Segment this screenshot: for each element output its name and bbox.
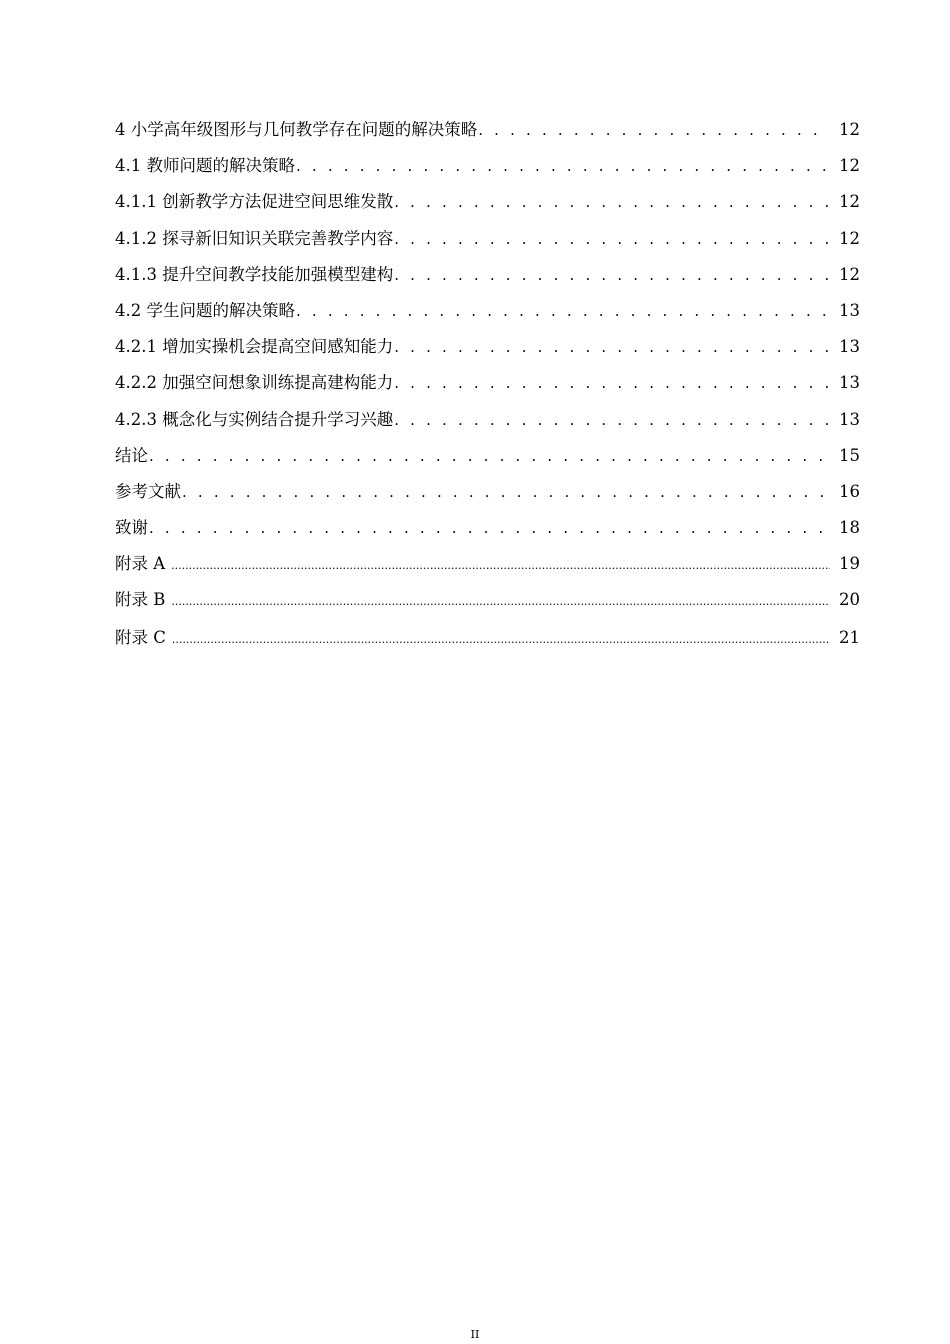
toc-entry-page: 16	[839, 481, 860, 501]
toc-entry-page: 13	[839, 373, 860, 393]
toc-entry-page: 19	[839, 554, 860, 574]
toc-dot-leader	[394, 227, 828, 251]
toc-entry-title: 结论	[115, 445, 148, 465]
toc-entry[interactable]	[115, 335, 860, 371]
toc-dot-leader	[171, 554, 830, 578]
footer-page-number: II	[470, 1328, 480, 1341]
toc-dot-leader	[149, 516, 828, 540]
toc-entry-title: 参考文献	[115, 481, 181, 501]
toc-entry[interactable]	[115, 552, 860, 588]
toc-dot-leader	[478, 118, 828, 142]
toc-dot-leader	[182, 480, 828, 504]
toc-entry-page: 18	[839, 518, 860, 538]
toc-entry[interactable]	[115, 299, 860, 335]
toc-entry[interactable]	[115, 263, 860, 299]
toc-dot-leader	[394, 335, 828, 359]
toc-entry-title: 4.2.3 概念化与实例结合提升学习兴趣	[115, 409, 394, 429]
toc-entry[interactable]	[115, 480, 860, 516]
toc-entry-page: 21	[839, 628, 860, 648]
table-of-contents	[115, 118, 860, 663]
toc-dot-leader	[394, 408, 828, 432]
toc-entry-title: 4.1.1 创新教学方法促进空间思维发散	[115, 192, 394, 212]
page-footer	[0, 1328, 950, 1342]
toc-dot-leader	[394, 263, 828, 287]
toc-dot-leader	[296, 154, 828, 178]
toc-dot-leader	[394, 190, 828, 214]
toc-entry-page: 12	[839, 192, 860, 212]
toc-entry[interactable]	[115, 626, 860, 662]
toc-entry-page: 12	[839, 228, 860, 248]
toc-entry-title: 附录 A	[115, 554, 166, 574]
toc-entry-title: 4.2 学生问题的解决策略	[115, 300, 295, 320]
toc-entry-title: 附录 C	[115, 628, 166, 648]
toc-entry-title: 4.1 教师问题的解决策略	[115, 156, 295, 176]
toc-entry-title: 4.1.3 提升空间教学技能加强模型建构	[115, 264, 394, 284]
toc-entry[interactable]	[115, 444, 860, 480]
toc-entry-page: 13	[839, 300, 860, 320]
toc-entry-title: 4.2.2 加强空间想象训练提高建构能力	[115, 373, 394, 393]
toc-entry[interactable]	[115, 371, 860, 407]
toc-entry[interactable]	[115, 154, 860, 190]
toc-entry[interactable]	[115, 516, 860, 552]
toc-dot-leader	[171, 590, 830, 614]
toc-entry[interactable]	[115, 118, 860, 154]
toc-dot-leader	[394, 371, 828, 395]
toc-entry-page: 13	[839, 409, 860, 429]
toc-dot-leader	[149, 444, 828, 468]
toc-entry-title: 4.1.2 探寻新旧知识关联完善教学内容	[115, 228, 394, 248]
toc-entry-title: 4.2.1 增加实操机会提高空间感知能力	[115, 337, 394, 357]
toc-entry[interactable]	[115, 408, 860, 444]
toc-entry[interactable]	[115, 190, 860, 226]
toc-entry[interactable]	[115, 227, 860, 263]
toc-entry-page: 12	[839, 264, 860, 284]
toc-entry-page: 12	[839, 156, 860, 176]
toc-entry-page: 20	[839, 590, 860, 610]
toc-entry-page: 12	[839, 120, 860, 139]
toc-entry-title: 4 小学高年级图形与几何教学存在问题的解决策略	[115, 120, 478, 139]
toc-dot-leader	[296, 299, 828, 323]
toc-entry-page: 15	[839, 445, 860, 465]
toc-entry-page: 13	[839, 337, 860, 357]
toc-entry[interactable]	[115, 588, 860, 626]
toc-dot-leader	[172, 628, 830, 652]
toc-entry-title: 附录 B	[115, 590, 166, 610]
toc-entry-title: 致谢	[115, 518, 148, 538]
